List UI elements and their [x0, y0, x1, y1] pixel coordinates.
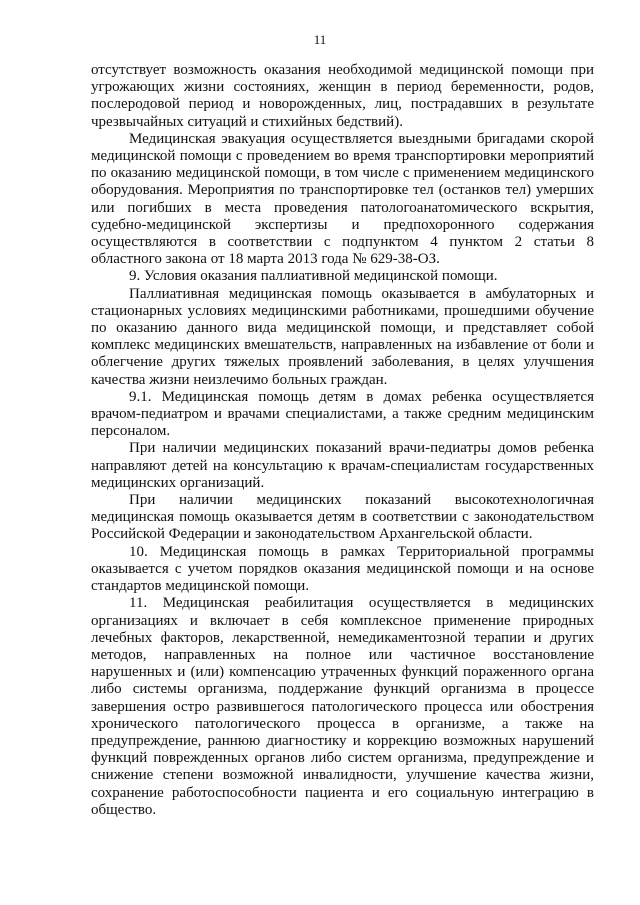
paragraph-7: 10. Медицинская помощь в рамках Территориальной программы оказывается с учетом порядков оказания медицинской помощи и на основе стандартов медицинской помощи. — [91, 543, 594, 595]
paragraph-3: Паллиативная медицинская помощь оказывается в амбулаторных и стационарных условиях медицинскими работниками, прошедшими обучение по оказанию данного вида медицинской помощи, и представляет собой комплекс медицинских вмешательств, направленных на избавление от боли и облегчение других тяжелых проявлений заболевания, в целях улучшения качества жизни неизлечимо больных граждан. — [91, 285, 594, 388]
section-heading-9: 9. Условия оказания паллиативной медицинской помощи. — [129, 268, 498, 285]
paragraph-6: При наличии медицинских показаний высокотехнологичная медицинская помощь оказывается детям в соответствии с законодательством Российской Федерации и законодательством Архангельской области. — [91, 492, 594, 543]
document-body — [91, 62, 594, 819]
paragraph-5: При наличии медицинских показаний врачи-педиатры домов ребенка направляют детей на консультацию к врачам-специалистам государственных медицинских организаций. — [91, 440, 594, 491]
paragraph-8: 11. Медицинская реабилитация осуществляется в медицинских организациях и включает в себя комплексное применение природных лечебных факторов, лекарственной, немедикаментозной терапии и других методов, направленных на полное или частичное восстановление нарушенных и (или) компенсацию утраченных функций пораженного органа либо системы организма, поддержание функций организма в процессе завершения остро развившегося патологического процесса или обострения хронического патологического процесса в организме, а также на предупреждение, раннюю диагностику и коррекцию возможных нарушений функций поврежденных органов либо систем организма, предупреждение и снижение степени возможной инвалидности, улучшение качества жизни, сохранение работоспособности пациента и его социальную интеграцию в общество. — [91, 595, 594, 818]
paragraph-4: 9.1. Медицинская помощь детям в домах ребенка осуществляется врачом-педиатром и врачами специалистами, а также средним медицинским персоналом. — [91, 388, 594, 440]
paragraph-2: Медицинская эвакуация осуществляется выездными бригадами скорой медицинской помощи с проведением во время транспортировки мероприятий по оказанию медицинской помощи, в том числе с применением медицинского оборудования. Мероприятия по транспортировке тел (останков тел) умерших или погибших в места проведения патологоанатомического вскрытия, судебно-медицинской экспертизы и предпохоронного содержания осуществляются в соответствии с подпунктом 4 пунктом 2 статьи 8 областного закона от 18 марта 2013 года № 629-38-ОЗ. — [91, 130, 594, 268]
page-number: 11 — [313, 32, 327, 47]
paragraph-1: отсутствует возможность оказания необходимой медицинской помощи при угрожающих жизни состояниях, женщин в период беременности, родов, послеродовой период и новорожденных, лиц, пострадавших в результате чрезвычайных ситуаций и стихийных бедствий). — [91, 62, 594, 130]
